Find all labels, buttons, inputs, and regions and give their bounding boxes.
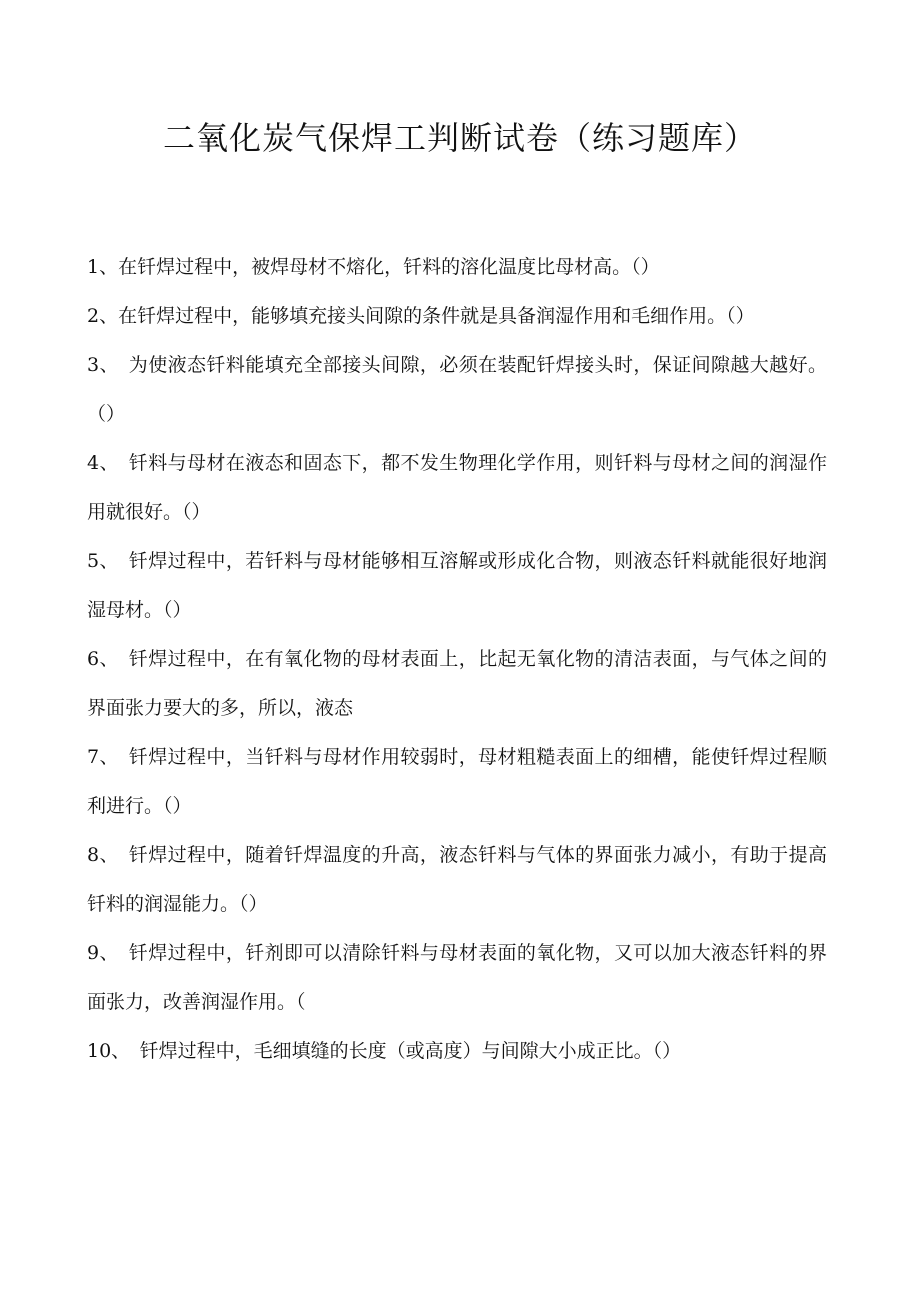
question-item: 10、 钎焊过程中，毛细填缝的长度（或高度）与间隙大小成正比。（）	[87, 1040, 682, 1062]
question-list	[87, 243, 827, 1076]
question-item: 8、 钎焊过程中，随着钎焊温度的升高，液态钎料与气体的界面张力减小，有助于提高钎料的润湿能力。（）	[87, 844, 827, 915]
question-item: 1、在钎焊过程中，被焊母材不熔化，钎料的溶化温度比母材高。（）	[87, 256, 660, 278]
question-item: 5、 钎焊过程中，若钎料与母材能够相互溶解或形成化合物，则液态钎料就能很好地润湿母材。（）	[87, 550, 827, 621]
question-item: 2、在钎焊过程中，能够填充接头间隙的条件就是具备润湿作用和毛细作用。（）	[87, 305, 755, 327]
question-item: 7、 钎焊过程中，当钎料与母材作用较弱时，母材粗糙表面上的细槽，能使钎焊过程顺利进行。（）	[87, 746, 827, 817]
question-item: 3、 为使液态钎料能填充全部接头间隙，必须在装配钎焊接头时，保证间隙越大越好。（）	[87, 354, 827, 425]
question-item: 4、 钎料与母材在液态和固态下，都不发生物理化学作用，则钎料与母材之间的润湿作用就很好。（）	[87, 452, 827, 523]
question-item: 6、 钎焊过程中，在有氧化物的母材表面上，比起无氧化物的清洁表面，与气体之间的界面张力要大的多，所以，液态	[87, 648, 827, 719]
question-item: 9、 钎焊过程中，钎剂即可以清除钎料与母材表面的氧化物，又可以加大液态钎料的界面张力，改善润湿作用。（	[87, 942, 827, 1013]
document-title: 二氧化炭气保焊工判断试卷（练习题库）	[162, 119, 757, 157]
